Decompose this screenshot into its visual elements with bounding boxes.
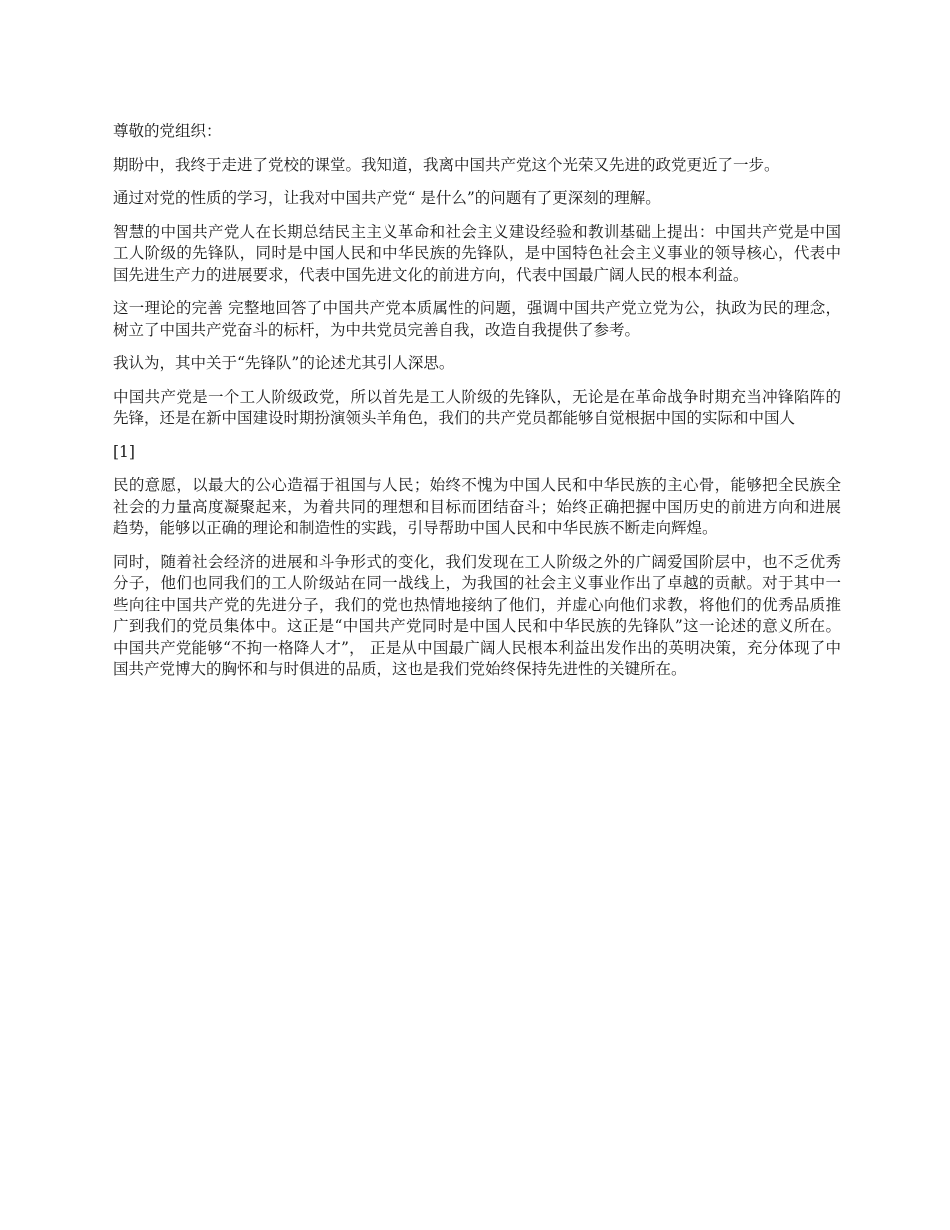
paragraph-3: 智慧的中国共产党人在长期总结民主主义革命和社会主义建设经验和教训基础上提出：中国共产党是中国工人阶级的先锋队，同时是中国人民和中华民族的先锋队，是中国特色社会主义事业的领导核心，代表中国先进生产力的进展要求，代表中国先进文化的前进方向，代表中国最广阔人民的根本利益。 [113,222,841,284]
paragraph-6: 中国共产党是一个工人阶级政党，所以首先是工人阶级的先锋队，无论是在革命战争时期充当冲锋陷阵的先锋，还是在新中国建设时期扮演领头羊角色，我们的共产党员都能够自觉根据中国的实际和中国人 [113,387,841,427]
paragraph-5: 我认为，其中关于“先锋队”的论述尤其引人深思。 [113,354,455,372]
paragraph-7: 民的意愿，以最大的公心造福于祖国与人民；始终不愧为中国人民和中华民族的主心骨，能够把全民族全社会的力量高度凝聚起来，为着共同的理想和目标而团结奋斗；始终正确把握中国历史的前进方向和进展趋势，能够以正确的理论和制造性的实践，引导帮助中国人民和中华民族不断走向辉煌。 [113,476,841,537]
paragraph-4: 这一理论的完善 完整地回答了中国共产党本质属性的问题，强调中国共产党立党为公，执政为民的理念，树立了中国共产党奋斗的标杆，为中共党员完善自我，改造自我提供了参考。 [113,299,841,339]
document-body [113,121,841,693]
footnote-marker: [1] [113,442,135,461]
paragraph-2: 通过对党的性质的学习，让我对中国共产党“ 是什么”的问题有了更深刻的理解。 [113,189,661,207]
paragraph-1: 期盼中，我终于走进了党校的课堂。我知道，我离中国共产党这个光荣又先进的政党更近了一步。 [113,155,780,174]
salutation: 尊敬的党组织： [113,122,222,140]
paragraph-8: 同时，随着社会经济的进展和斗争形式的变化，我们发现在工人阶级之外的广阔爱国阶层中，也不乏优秀分子，他们也同我们的工人阶级站在同一战线上，为我国的社会主义事业作出了卓越的贡献。对于其中一些向往中国共产党的先进分子，我们的党也热情地接纳了他们，并虚心向他们求教，将他们的优秀品质推广到我们的党员集体中。这正是“中国共产党同时是中国人民和中华民族的先锋队”这一论述的意义所在。中国共产党能够“不拘一格降人才”， 正是从中国最广阔人民根本利益出发作出的英明决策，充分体现了中国共产党博大的胸怀和与时俱进的品质，这也是我们党始终保持先进性的关键所在。 [113,552,841,678]
